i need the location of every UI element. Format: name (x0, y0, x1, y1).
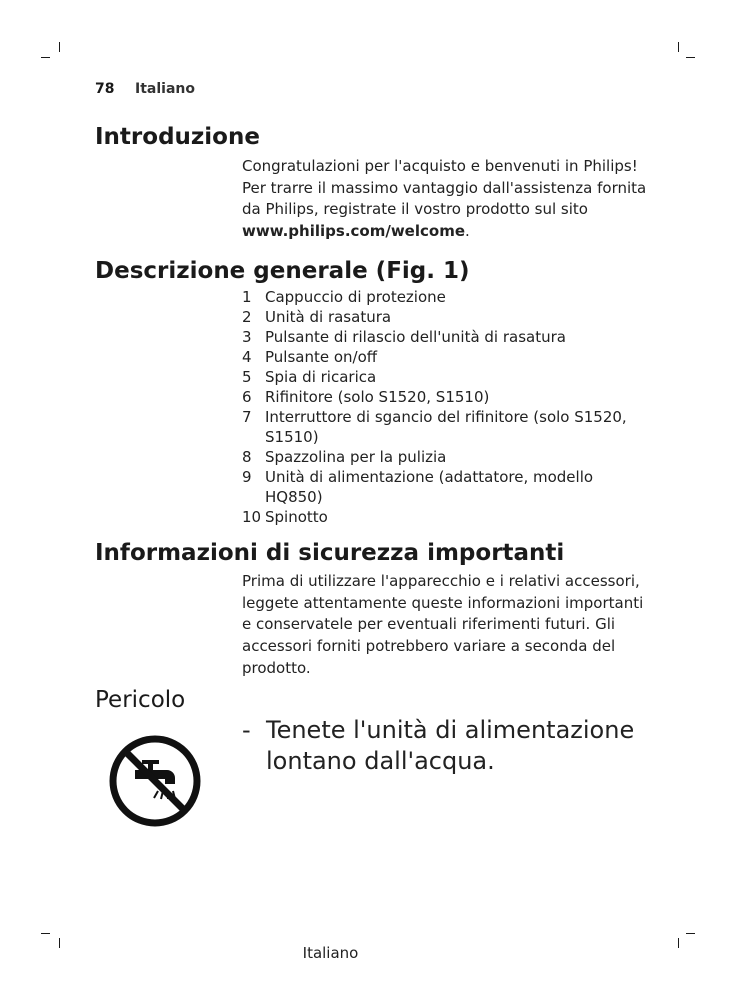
list-item (242, 367, 652, 387)
crop-mark (686, 57, 695, 58)
danger-warning (242, 715, 662, 777)
list-item-text: Unità di rasatura (265, 308, 392, 326)
crop-mark (59, 42, 60, 52)
list-item-number: 8 (242, 448, 252, 466)
page-number: 78 (95, 81, 115, 97)
list-item-text: Cappuccio di protezione (265, 288, 446, 306)
list-item (242, 387, 652, 407)
welcome-link[interactable]: www.philips.com/welcome (242, 222, 465, 241)
list-item (242, 327, 652, 347)
list-item-text: Unità di alimentazione (adattatore, modello HQ850) (265, 468, 594, 506)
crop-mark (678, 42, 679, 52)
list-item-number: 9 (242, 468, 252, 486)
intro-title: Introduzione (95, 124, 260, 150)
overview-list (242, 287, 652, 527)
list-item-number: 10 (242, 508, 262, 526)
safety-title: Informazioni di sicurezza importanti (95, 540, 565, 566)
list-item-number: 3 (242, 328, 252, 346)
no-water-icon (107, 733, 203, 829)
intro-paragraph (242, 156, 652, 243)
list-item (242, 407, 652, 447)
list-item (242, 447, 652, 467)
list-item-text: Interruttore di sgancio del rifinitore (solo S1520, S1510) (265, 408, 627, 446)
list-item-text: Rifinitore (solo S1520, S1510) (265, 388, 490, 406)
crop-mark (41, 933, 50, 934)
intro-text-end: . (465, 222, 470, 241)
warning-dash: - (242, 716, 251, 744)
safety-paragraph: Prima di utilizzare l'apparecchio e i relativi accessori, leggete attentamente queste informazioni importanti e conservatele per eventuali riferimenti futuri. Gli accessori forniti potrebbero variare a seconda del prodotto. (242, 572, 644, 677)
crop-mark (686, 933, 695, 934)
intro-text: Congratulazioni per l'acquisto e benvenuti in Philips! Per trarre il massimo vantaggio dall'assistenza fornita da Philips, registrate il vostro prodotto sul sito (242, 157, 647, 219)
crop-mark (41, 57, 50, 58)
list-item-text: Pulsante on/off (265, 348, 378, 366)
list-item-text: Spinotto (265, 508, 328, 526)
footer-language: Italiano (302, 944, 359, 962)
list-item (242, 287, 652, 307)
danger-title: Pericolo (95, 687, 186, 713)
page-footer (0, 944, 739, 962)
list-item-number: 1 (242, 288, 252, 306)
list-item-number: 2 (242, 308, 252, 326)
list-item-text: Spazzolina per la pulizia (265, 448, 447, 466)
list-item (242, 307, 652, 327)
header-language: Italiano (135, 81, 195, 97)
overview-title: Descrizione generale (Fig. 1) (95, 258, 470, 284)
list-item-number: 4 (242, 348, 252, 366)
list-item-number: 7 (242, 408, 252, 426)
page-header (95, 81, 195, 97)
list-item-number: 5 (242, 368, 252, 386)
list-item-text: Spia di ricarica (265, 368, 377, 386)
list-item-number: 6 (242, 388, 252, 406)
list-item (242, 347, 652, 367)
list-item (242, 507, 652, 527)
warning-text: Tenete l'unità di alimentazione lontano dall'acqua. (266, 716, 635, 775)
list-item (242, 467, 652, 507)
list-item-text: Pulsante di rilascio dell'unità di rasatura (265, 328, 566, 346)
